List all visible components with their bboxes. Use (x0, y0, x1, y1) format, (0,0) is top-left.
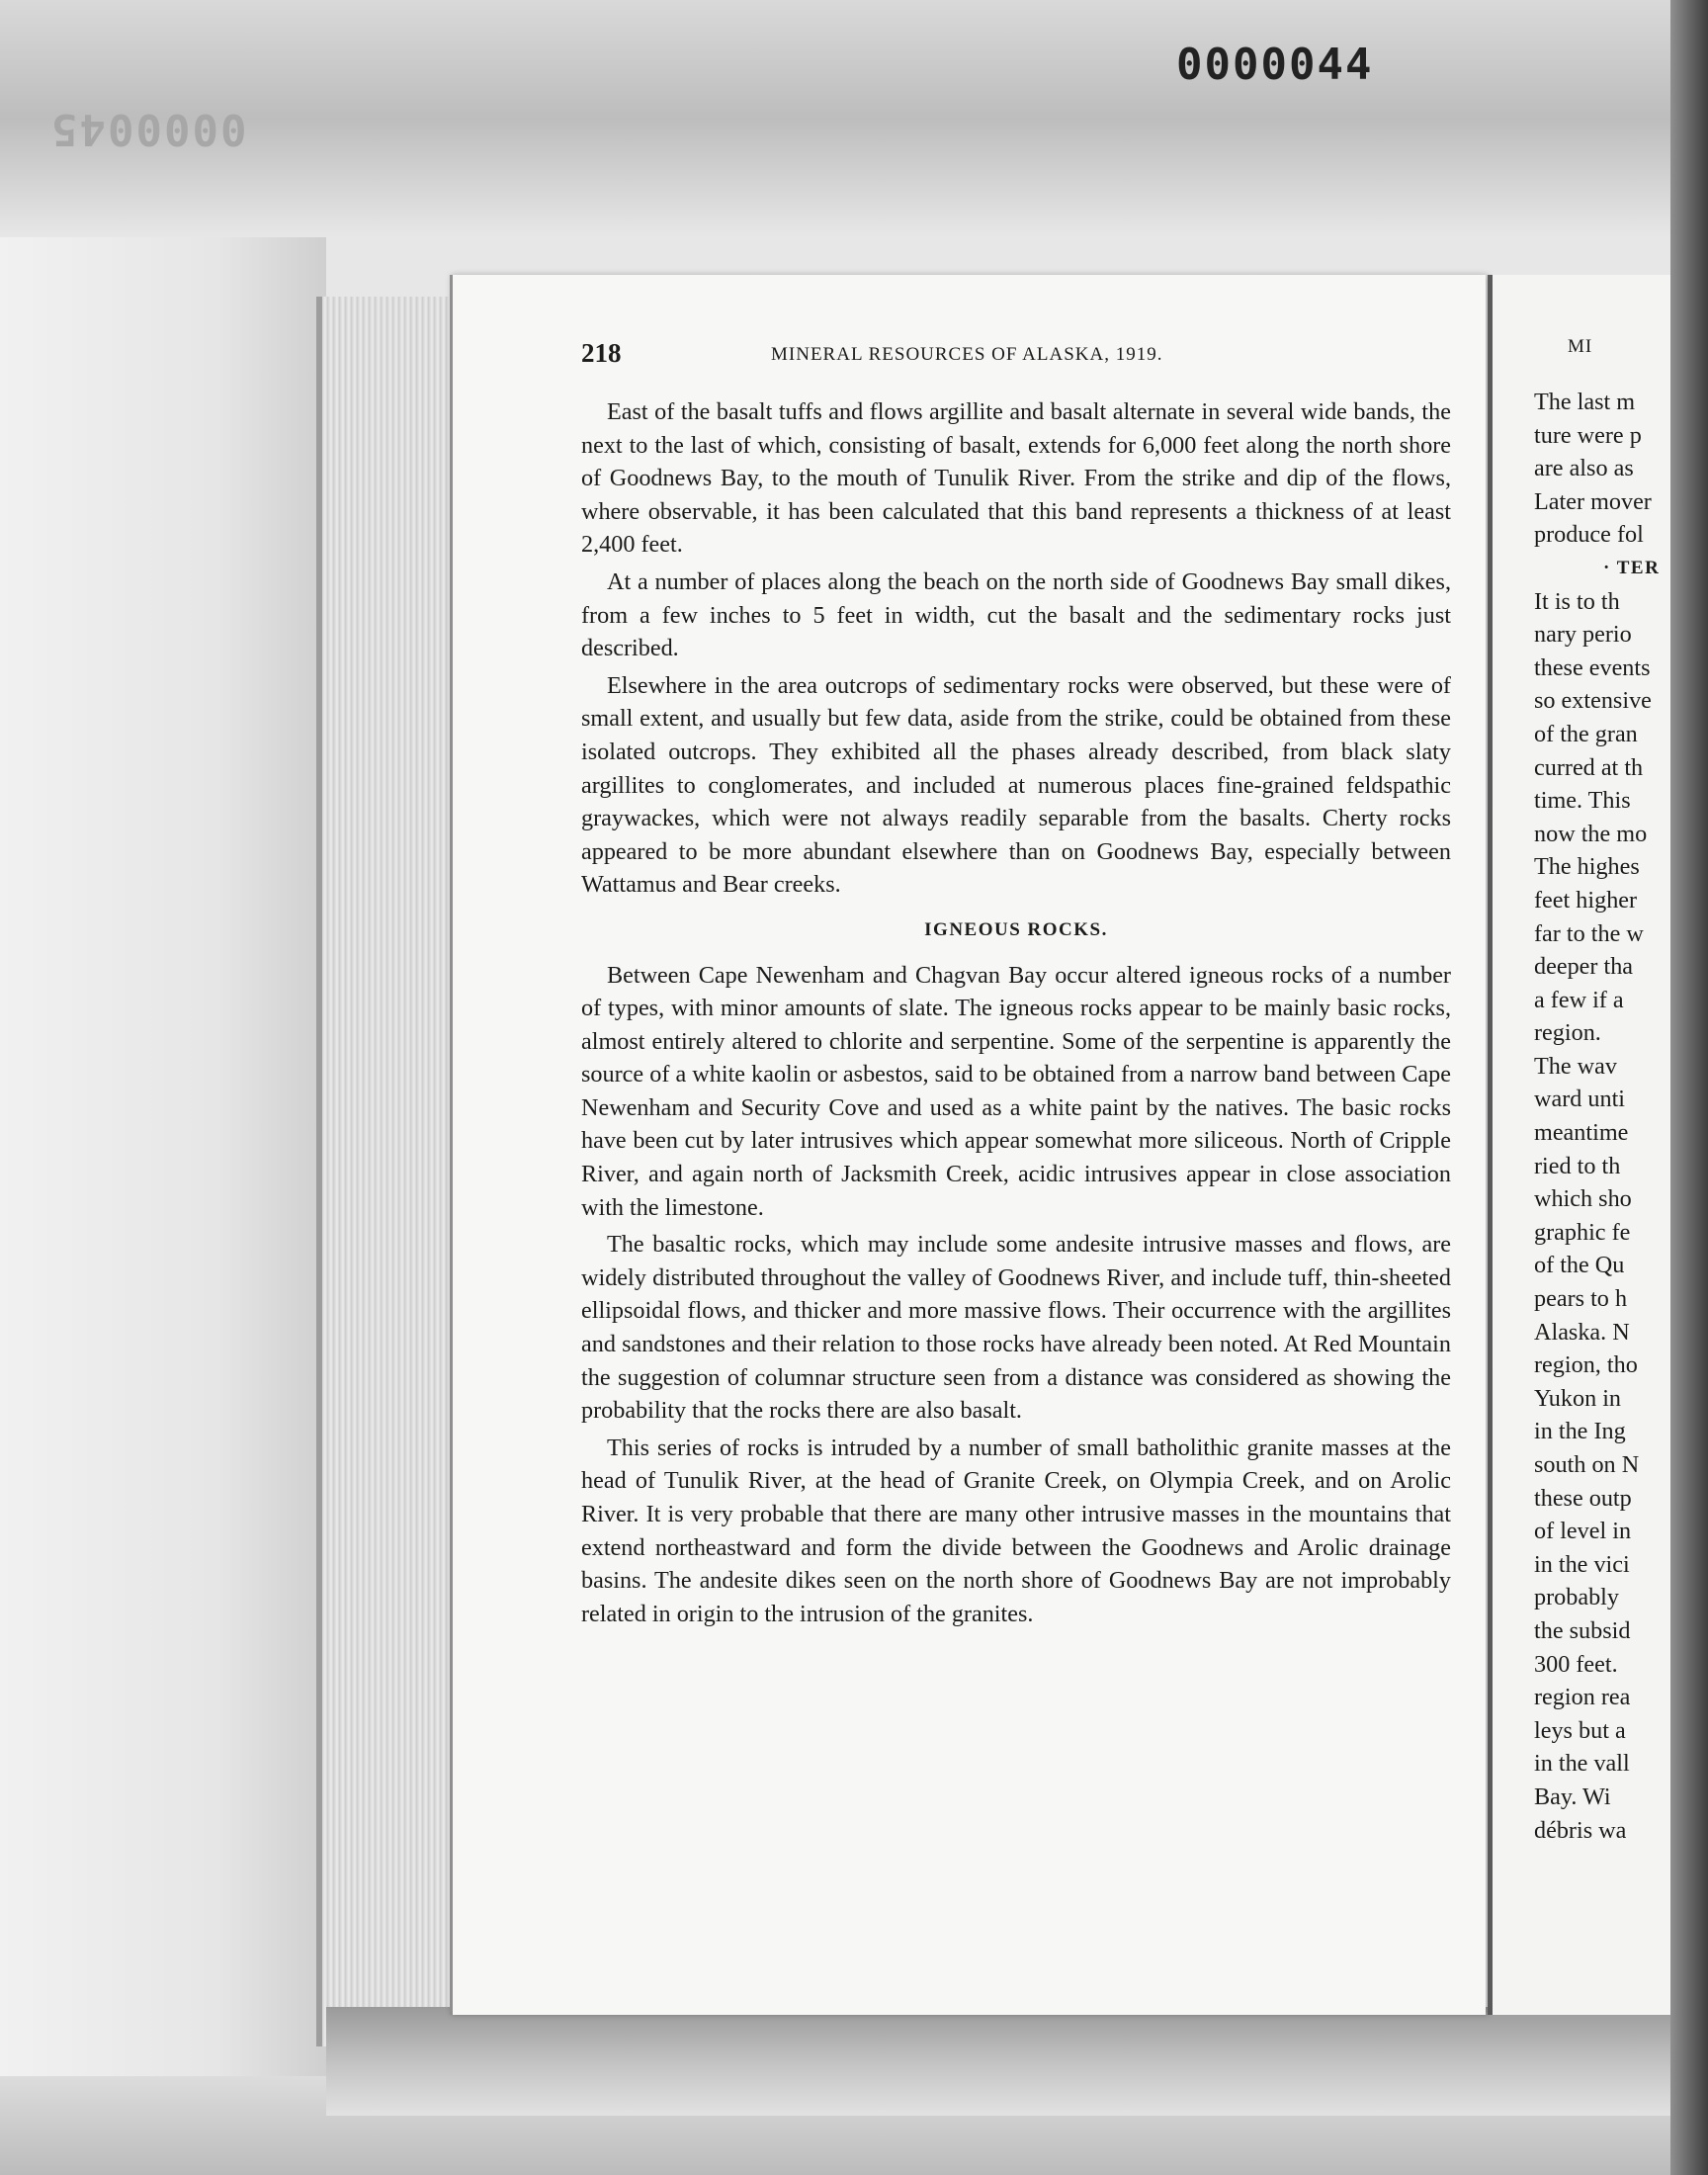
facing-line-fragment: graphic fe (1534, 1218, 1631, 1246)
facing-line-fragment: 300 feet. (1534, 1650, 1618, 1678)
facing-line-fragment: The highes (1534, 853, 1640, 881)
facing-line-fragment: the subsid (1534, 1616, 1631, 1644)
facing-line-fragment: pears to h (1534, 1285, 1628, 1313)
facing-line-fragment: now the mo (1534, 820, 1648, 847)
facing-line-fragment: of level in (1534, 1518, 1632, 1545)
facing-line-fragment: Yukon in (1534, 1384, 1622, 1412)
facing-line-fragment: in the Ing (1534, 1418, 1626, 1445)
facing-line-fragment: ward unti (1534, 1086, 1626, 1113)
facing-line-fragment: in the vici (1534, 1550, 1630, 1578)
facing-line-fragment: ried to th (1534, 1152, 1621, 1179)
running-title: MINERAL RESOURCES OF ALASKA, 1919. (771, 344, 1163, 365)
facing-line-fragment: feet higher (1534, 886, 1638, 914)
facing-line-fragment: ture were p (1534, 421, 1642, 449)
facing-line-fragment: far to the w (1534, 919, 1644, 947)
archive-stamp-number: 0000044 (1176, 40, 1374, 90)
facing-line-fragment: deeper tha (1534, 953, 1634, 981)
facing-line-fragment: of the Qu (1534, 1252, 1625, 1279)
paragraph: The basaltic rocks, which may include some andesite intrusive masses and flows, are widely distributed throughout the valley of Goodnews River, and include tuff, thin-sheeted ellipsoidal flows, and thicker and more massive flows. Their occurrence with the argillites and sandstones and their relation to those rocks have already been noted. At Red Mountain the suggestion of columnar structure seen from a distance was considered as showing the probability that the rocks there are also basalt. (581, 1231, 1451, 1425)
running-head (581, 338, 1411, 378)
facing-running-head: MI (1568, 336, 1593, 357)
archive-stamp-ghost-number: 0000045 (49, 104, 247, 154)
paragraph: Between Cape Newenham and Chagvan Bay occur altered igneous rocks of a number of types, with minor amounts of slate. The igneous rocks appear to be mainly basic rocks, almost entirely altered to chlorite and serpentine. Some of the serpentine is apparently the source of a white kaolin or asbestos, said to be obtained from a narrow band between Cape Newenham and Security Cove and used as a white paint by the natives. The basic rocks have been cut by later intrusives which appear somewhat more siliceous. North of Cripple River, and again north of Jacksmith Creek, acidic intrusives appear in close association with the limestone. (581, 961, 1451, 1221)
paragraph: This series of rocks is intruded by a number of small batholithic granite masses at the head of Tunulik River, at the head of Granite Creek, on Olympia Creek, and on Arolic River. It is very probable that there are many other intrusive masses in the mountains that extend northeastward and form the divide between the Goodnews and Arolic drainage basins. The andesite dikes seen on the north shore of Goodnews Bay are not improbably related in origin to the intrusion of the granites. (581, 1434, 1451, 1627)
facing-line-fragment: are also as (1534, 455, 1634, 482)
facing-line-fragment: meantime (1534, 1119, 1629, 1147)
facing-line-fragment: these outp (1534, 1484, 1632, 1512)
facing-line-fragment: probably (1534, 1584, 1619, 1611)
page-number: 218 (581, 338, 622, 368)
paragraph: Elsewhere in the area outcrops of sedimentary rocks were observed, but these were of small extent, and usually but few data, aside from the strike, could be obtained from these isolated outcrops. They exhibited all the phases already described, from black slaty argillites to conglomerates, and included at numerous places fine-grained feldspathic graywackes, which were not always readily separable from the basalts. Cherty rocks appeared to be more abundant elsewhere than on Goodnews Bay, especially between Wattamus and Bear creeks. (581, 671, 1451, 899)
facing-line-fragment: It is to th (1534, 587, 1620, 615)
facing-line-fragment: Bay. Wi (1534, 1783, 1611, 1810)
facing-line-fragment: of the gran (1534, 720, 1638, 747)
facing-line-fragment: The wav (1534, 1052, 1617, 1080)
facing-line-fragment: region, tho (1534, 1351, 1638, 1379)
facing-line-fragment: Alaska. N (1534, 1318, 1630, 1346)
facing-line-fragment: The last m (1534, 389, 1636, 415)
facing-line-fragment: region rea (1534, 1684, 1631, 1711)
body-text (581, 395, 1451, 1634)
facing-line-fragment: south on N (1534, 1451, 1640, 1478)
facing-line-fragment: leys but a (1534, 1716, 1626, 1744)
section-heading: IGNEOUS ROCKS. (924, 918, 1108, 940)
facing-line-fragment: · TER (1603, 557, 1661, 578)
scanner-right-edge (1670, 0, 1708, 2175)
facing-page-fragment (1488, 275, 1690, 2015)
book-page-edges (316, 297, 461, 2046)
paragraph: East of the basalt tuffs and flows argillite and basalt alternate in several wide bands, the next to the last of which, consisting of basalt, extends for 6,000 feet along the north shore of Goodnews Bay, to the mouth of Tunulik River. From the strike and dip of the flows, where observable, it has been calculated that this band represents a thickness of at least 2,400 feet. (581, 398, 1451, 559)
paragraph: At a number of places along the beach on the north side of Goodnews Bay small dikes, from a few inches to 5 feet in width, cut the basalt and the sedimentary rocks just described. (581, 567, 1451, 662)
facing-line-fragment: these events (1534, 653, 1651, 681)
facing-line-fragment: a few if a (1534, 986, 1624, 1013)
facing-line-fragment: nary perio (1534, 621, 1632, 649)
book-page (450, 275, 1486, 2015)
facing-line-fragment: region. (1534, 1019, 1601, 1047)
facing-line-fragment: in the vall (1534, 1750, 1630, 1778)
facing-line-fragment: so extensive (1534, 687, 1652, 715)
facing-page-lines (1534, 386, 1690, 1847)
book-bottom-shadow (326, 2007, 1708, 2116)
facing-line-fragment: which sho (1534, 1185, 1632, 1213)
facing-line-fragment: produce fol (1534, 521, 1644, 549)
facing-line-fragment: Later mover (1534, 487, 1652, 515)
photocopy-left-margin (0, 237, 326, 2076)
facing-line-fragment: curred at th (1534, 753, 1644, 781)
facing-line-fragment: time. This (1534, 787, 1631, 815)
facing-line-fragment: débris wa (1534, 1816, 1627, 1844)
